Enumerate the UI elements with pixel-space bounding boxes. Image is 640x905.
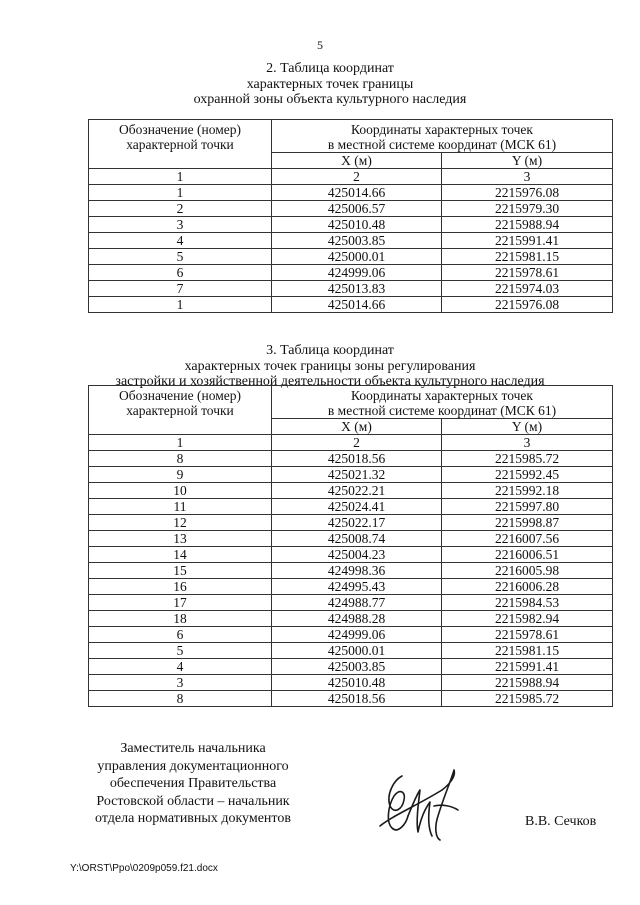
header-line: Обозначение (номер) xyxy=(119,122,241,137)
column-index-cell: 2 xyxy=(272,169,442,185)
x-coordinate-cell: 425010.48 xyxy=(272,675,442,691)
x-coordinate-cell: 425018.56 xyxy=(272,691,442,707)
x-coordinate-cell: 424988.28 xyxy=(272,611,442,627)
table-row xyxy=(89,579,613,595)
table3-coordinates xyxy=(88,385,613,707)
x-coordinate-cell: 424988.77 xyxy=(272,595,442,611)
x-coordinate-cell: 425003.85 xyxy=(272,233,442,249)
table-row xyxy=(89,691,613,707)
header-line: Обозначение (номер) xyxy=(119,388,241,403)
point-number-cell: 11 xyxy=(89,499,272,515)
table-row xyxy=(89,531,613,547)
column-index-cell: 1 xyxy=(89,169,272,185)
x-coordinate-cell: 425003.85 xyxy=(272,659,442,675)
point-number-cell: 9 xyxy=(89,467,272,483)
y-coordinate-cell: 2215992.18 xyxy=(442,483,613,499)
title-line: 2. Таблица координат xyxy=(266,61,394,76)
x-coordinate-cell: 425006.57 xyxy=(272,201,442,217)
y-coordinate-cell: 2215991.41 xyxy=(442,659,613,675)
point-designation-header xyxy=(89,386,272,435)
point-number-cell: 10 xyxy=(89,483,272,499)
point-number-cell: 13 xyxy=(89,531,272,547)
page-number: 5 xyxy=(317,38,323,52)
y-coordinate-cell: 2215976.08 xyxy=(442,297,613,313)
point-number-cell: 7 xyxy=(89,281,272,297)
x-coordinate-cell: 425014.66 xyxy=(272,297,442,313)
y-coordinate-cell: 2215992.45 xyxy=(442,467,613,483)
header-row xyxy=(89,386,613,419)
file-path: Y:\ORST\Ppo\0209p059.f21.docx xyxy=(70,863,218,874)
point-number-cell: 4 xyxy=(89,659,272,675)
table3-title xyxy=(60,343,600,390)
handwritten-signature xyxy=(372,766,467,846)
point-number-cell: 4 xyxy=(89,233,272,249)
table-row xyxy=(89,595,613,611)
y-header: Y (м) xyxy=(442,153,613,169)
y-coordinate-cell: 2215984.53 xyxy=(442,595,613,611)
y-coordinate-cell: 2216006.28 xyxy=(442,579,613,595)
x-coordinate-cell: 425010.48 xyxy=(272,217,442,233)
y-coordinate-cell: 2215981.15 xyxy=(442,643,613,659)
table-row xyxy=(89,483,613,499)
table-row xyxy=(89,265,613,281)
title-line: застройки и хозяйственной деятельности объекта культурного наследия xyxy=(115,374,545,389)
position-line: Ростовской области – начальник xyxy=(96,793,290,809)
position-line: Заместитель начальника xyxy=(120,741,266,756)
title-line: характерных точек границы xyxy=(246,76,414,92)
y-coordinate-cell: 2215981.15 xyxy=(442,249,613,265)
y-coordinate-cell: 2215979.30 xyxy=(442,201,613,217)
point-number-cell: 8 xyxy=(89,691,272,707)
table-row xyxy=(89,547,613,563)
position-line: обеспечения Правительства xyxy=(109,776,277,792)
y-coordinate-cell: 2215988.94 xyxy=(442,675,613,691)
y-coordinate-cell: 2215982.94 xyxy=(442,611,613,627)
header-line: Координаты характерных точек xyxy=(351,122,533,137)
table-row xyxy=(89,627,613,643)
point-number-cell: 16 xyxy=(89,579,272,595)
y-coordinate-cell: 2215974.03 xyxy=(442,281,613,297)
point-number-cell: 5 xyxy=(89,249,272,265)
x-coordinate-cell: 425000.01 xyxy=(272,643,442,659)
x-coordinate-cell: 425018.56 xyxy=(272,451,442,467)
point-number-cell: 6 xyxy=(89,265,272,281)
header-line: Координаты характерных точек xyxy=(351,388,533,403)
header-line: характерной точки xyxy=(126,137,234,152)
x-coordinate-cell: 425022.17 xyxy=(272,515,442,531)
header-line: в местной системе координат (МСК 61) xyxy=(327,403,557,418)
header-row xyxy=(89,120,613,153)
coordinates-header xyxy=(272,386,613,419)
point-number-cell: 1 xyxy=(89,297,272,313)
y-coordinate-cell: 2215991.41 xyxy=(442,233,613,249)
x-coordinate-cell: 425008.74 xyxy=(272,531,442,547)
column-index-cell: 3 xyxy=(442,169,613,185)
y-header: Y (м) xyxy=(442,419,613,435)
table-row xyxy=(89,643,613,659)
header-line: в местной системе координат (МСК 61) xyxy=(327,137,557,152)
y-coordinate-cell: 2215978.61 xyxy=(442,627,613,643)
y-coordinate-cell: 2215988.94 xyxy=(442,217,613,233)
table2-coordinates xyxy=(88,119,613,313)
table-row xyxy=(89,297,613,313)
column-index-cell: 3 xyxy=(442,435,613,451)
table-row xyxy=(89,281,613,297)
point-number-cell: 17 xyxy=(89,595,272,611)
point-designation-header xyxy=(89,120,272,169)
y-coordinate-cell: 2216007.56 xyxy=(442,531,613,547)
title-line: охранной зоны объекта культурного наследия xyxy=(193,92,467,107)
table-row xyxy=(89,659,613,675)
table-row xyxy=(89,563,613,579)
table2-title xyxy=(60,61,600,108)
point-number-cell: 18 xyxy=(89,611,272,627)
point-number-cell: 3 xyxy=(89,217,272,233)
table-row xyxy=(89,515,613,531)
point-number-cell: 5 xyxy=(89,643,272,659)
coordinates-header xyxy=(272,120,613,153)
table-row xyxy=(89,185,613,201)
position-line: управления документационного xyxy=(97,758,289,774)
column-index-cell: 1 xyxy=(89,435,272,451)
point-number-cell: 2 xyxy=(89,201,272,217)
x-coordinate-cell: 424995.43 xyxy=(272,579,442,595)
column-index-row xyxy=(89,169,613,185)
header-line: характерной точки xyxy=(126,403,234,418)
table-row xyxy=(89,249,613,265)
x-coordinate-cell: 425014.66 xyxy=(272,185,442,201)
point-number-cell: 14 xyxy=(89,547,272,563)
point-number-cell: 1 xyxy=(89,185,272,201)
x-coordinate-cell: 424998.36 xyxy=(272,563,442,579)
title-line: характерных точек границы зоны регулирования xyxy=(184,358,476,374)
point-number-cell: 6 xyxy=(89,627,272,643)
table-row xyxy=(89,201,613,217)
table-row xyxy=(89,451,613,467)
point-number-cell: 8 xyxy=(89,451,272,467)
column-index-row xyxy=(89,435,613,451)
y-coordinate-cell: 2215985.72 xyxy=(442,691,613,707)
x-coordinate-cell: 425004.23 xyxy=(272,547,442,563)
x-coordinate-cell: 424999.06 xyxy=(272,265,442,281)
x-coordinate-cell: 425000.01 xyxy=(272,249,442,265)
y-coordinate-cell: 2215978.61 xyxy=(442,265,613,281)
position-line: отдела нормативных документов xyxy=(95,811,291,827)
table-row xyxy=(89,499,613,515)
x-coordinate-cell: 424999.06 xyxy=(272,627,442,643)
y-coordinate-cell: 2216006.51 xyxy=(442,547,613,563)
y-coordinate-cell: 2215985.72 xyxy=(442,451,613,467)
y-coordinate-cell: 2215998.87 xyxy=(442,515,613,531)
table-row xyxy=(89,217,613,233)
x-header: X (м) xyxy=(272,153,442,169)
x-coordinate-cell: 425024.41 xyxy=(272,499,442,515)
table-row xyxy=(89,233,613,249)
point-number-cell: 3 xyxy=(89,675,272,691)
point-number-cell: 15 xyxy=(89,563,272,579)
y-coordinate-cell: 2215976.08 xyxy=(442,185,613,201)
x-coordinate-cell: 425021.32 xyxy=(272,467,442,483)
title-line: 3. Таблица координат xyxy=(266,343,394,358)
y-coordinate-cell: 2215997.80 xyxy=(442,499,613,515)
x-header: X (м) xyxy=(272,419,442,435)
x-coordinate-cell: 425022.21 xyxy=(272,483,442,499)
x-coordinate-cell: 425013.83 xyxy=(272,281,442,297)
table-row xyxy=(89,675,613,691)
point-number-cell: 12 xyxy=(89,515,272,531)
column-index-cell: 2 xyxy=(272,435,442,451)
signer-name: В.В. Сечков xyxy=(525,814,597,829)
table-row xyxy=(89,467,613,483)
y-coordinate-cell: 2216005.98 xyxy=(442,563,613,579)
table-row xyxy=(89,611,613,627)
signatory-position xyxy=(78,740,308,828)
